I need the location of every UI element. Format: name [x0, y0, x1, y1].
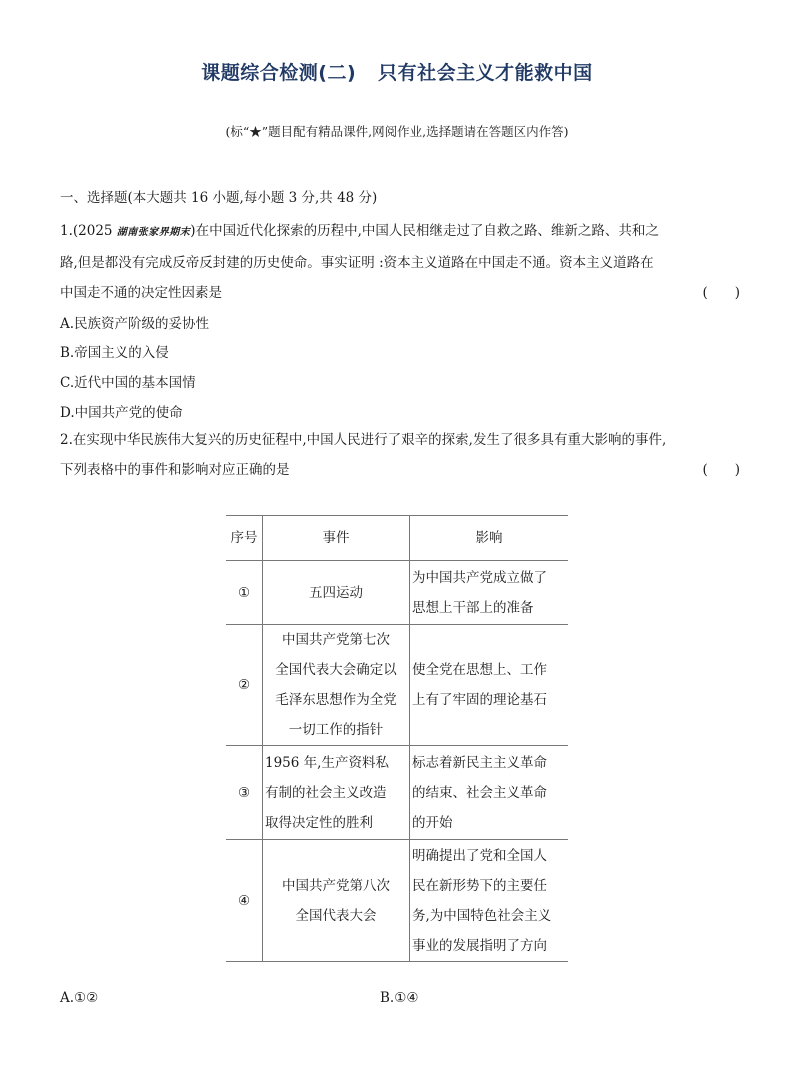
impact-line: 的结束、社会主义革命	[412, 784, 547, 801]
row-num: ②	[226, 625, 263, 746]
row-impact	[410, 840, 569, 962]
impact-line: 民在新形势下的主要任	[412, 877, 547, 894]
table-row	[226, 746, 568, 840]
row-event	[263, 746, 410, 840]
q1-option-d[interactable]: D.中国共产党的使命	[60, 405, 183, 421]
q2-line2-text: 下列表格中的事件和影响对应正确的是	[60, 462, 290, 478]
row-event	[263, 625, 410, 746]
table-header-row	[226, 516, 568, 561]
header-impact: 影响	[410, 516, 569, 561]
event-line: 五四运动	[309, 584, 363, 601]
q1-answer-paren: ( )	[702, 285, 740, 301]
event-line: 中国共产党第八次	[282, 877, 390, 894]
row-num: ①	[226, 561, 263, 625]
q1-option-a[interactable]: A.民族资产阶级的妥协性	[60, 316, 210, 332]
header-num: 序号	[226, 516, 263, 561]
header-event: 事件	[263, 516, 410, 561]
events-table	[226, 515, 568, 962]
event-line: 取得决定性的胜利	[265, 814, 373, 831]
impact-line: 的开始	[412, 814, 453, 831]
q1-option-c[interactable]: C.近代中国的基本国情	[60, 375, 196, 391]
row-num: ④	[226, 840, 263, 962]
table-row	[226, 840, 568, 962]
row-impact	[410, 561, 569, 625]
q1-line3-text: 中国走不通的决定性因素是	[60, 285, 222, 301]
table-row	[226, 561, 568, 625]
q1-suffix: )在中国近代化探索的历程中,中国人民相继走过了自救之路、维新之路、共和之	[190, 223, 659, 239]
q1-line2: 路,但是都没有完成反帝反封建的历史使命。事实证明 :资本主义道路在中国走不通。资本主义道路在	[60, 255, 654, 271]
row-impact	[410, 625, 569, 746]
event-line: 全国代表大会确定以	[275, 662, 397, 678]
page-title	[0, 58, 794, 85]
q1-line3	[60, 278, 740, 308]
question-1	[60, 216, 740, 308]
q1-source: 湖南张家界期末	[116, 227, 191, 238]
instruction-note: (标“★”题目配有精品课件,网阅作业,选择题请在答题区内作答)	[225, 124, 569, 139]
title-part2: 只有社会主义才能救中国	[378, 62, 593, 84]
event-line: 1956 年,生产资料私	[265, 754, 389, 771]
impact-line: 明确提出了党和全国人	[412, 847, 547, 864]
row-impact	[410, 746, 569, 840]
q2-answer-paren: ( )	[702, 462, 740, 478]
impact-line: 上有了牢固的理论基石	[412, 692, 547, 708]
impact-line: 标志着新民主主义革命	[412, 754, 547, 771]
question-2	[60, 425, 740, 485]
impact-line: 思想上干部上的准备	[412, 599, 534, 616]
q1-prefix: 1.(2025	[60, 223, 117, 239]
event-line: 一切工作的指针	[288, 722, 384, 738]
event-line: 中国共产党第七次	[282, 632, 390, 648]
table-row	[226, 625, 568, 746]
q2-line1: 2.在实现中华民族伟大复兴的历史征程中,中国人民进行了艰辛的探索,发生了很多具有重大影响的事件,	[60, 432, 667, 448]
impact-line: 事业的发展指明了方向	[412, 937, 547, 954]
impact-line: 务,为中国特色社会主义	[412, 907, 552, 924]
event-line: 毛泽东思想作为全党	[275, 692, 397, 708]
q2-line2	[60, 455, 740, 485]
row-event	[263, 840, 410, 962]
section-heading: 一、选择题(本大题共 16 小题,每小题 3 分,共 48 分)	[60, 190, 378, 206]
q1-line1	[60, 216, 740, 248]
q2-option-b[interactable]: B.①④	[380, 990, 419, 1006]
event-line: 有制的社会主义改造	[265, 784, 387, 801]
row-num: ③	[226, 746, 263, 840]
event-line: 全国代表大会	[295, 907, 377, 924]
impact-line: 为中国共产党成立做了	[412, 569, 547, 586]
impact-line: 使全党在思想上、工作	[412, 662, 547, 678]
row-event	[263, 561, 410, 625]
title-part1: 课题综合检测(二)	[201, 62, 357, 84]
q1-option-b[interactable]: B.帝国主义的入侵	[60, 345, 169, 361]
q2-option-a[interactable]: A.①②	[60, 990, 99, 1006]
